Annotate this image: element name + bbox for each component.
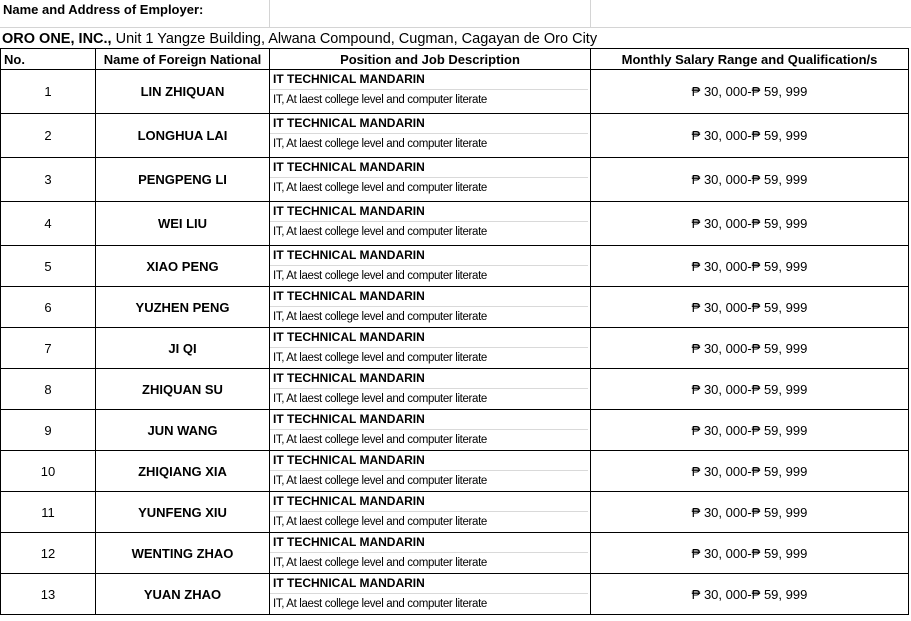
gridline (590, 0, 591, 27)
position-title: IT TECHNICAL MANDARIN (270, 246, 588, 266)
position-title: IT TECHNICAL MANDARIN (270, 451, 588, 471)
table-row (1, 533, 909, 574)
salary-range: ₱ 30, 000-₱ 59, 999 (591, 287, 909, 328)
row-number: 10 (1, 451, 96, 492)
position-cell (270, 410, 591, 451)
company-name: ORO ONE, INC., (2, 31, 112, 47)
position-title: IT TECHNICAL MANDARIN (270, 369, 588, 389)
position-cell (270, 369, 591, 410)
position-title: IT TECHNICAL MANDARIN (270, 287, 588, 307)
row-number: 4 (1, 202, 96, 246)
job-description: IT, At laest college level and computer literate (273, 138, 487, 150)
job-description: IT, At laest college level and computer literate (273, 182, 487, 194)
job-description: IT, At laest college level and computer literate (273, 270, 487, 282)
row-number: 11 (1, 492, 96, 533)
salary-range: ₱ 30, 000-₱ 59, 999 (591, 114, 909, 158)
job-description: IT, At laest college level and computer literate (273, 352, 487, 364)
job-description: IT, At laest college level and computer literate (273, 434, 487, 446)
position-cell (270, 158, 591, 202)
table-row (1, 246, 909, 287)
salary-range: ₱ 30, 000-₱ 59, 999 (591, 70, 909, 114)
table-row (1, 574, 909, 615)
table-row (1, 202, 909, 246)
position-cell (270, 70, 591, 114)
salary-range: ₱ 30, 000-₱ 59, 999 (591, 246, 909, 287)
job-description: IT, At laest college level and computer literate (273, 598, 487, 610)
table-header-row (1, 49, 909, 70)
foreign-national-name: ZHIQIANG XIA (96, 451, 270, 492)
employer-label: Name and Address of Employer: (3, 2, 204, 17)
job-description: IT, At laest college level and computer literate (273, 516, 487, 528)
row-number: 5 (1, 246, 96, 287)
salary-range: ₱ 30, 000-₱ 59, 999 (591, 492, 909, 533)
foreign-national-name: LIN ZHIQUAN (96, 70, 270, 114)
salary-range: ₱ 30, 000-₱ 59, 999 (591, 202, 909, 246)
position-cell (270, 533, 591, 574)
position-cell (270, 202, 591, 246)
foreign-national-name: WEI LIU (96, 202, 270, 246)
position-cell (270, 114, 591, 158)
salary-range: ₱ 30, 000-₱ 59, 999 (591, 328, 909, 369)
job-description: IT, At laest college level and computer literate (273, 226, 487, 238)
foreign-national-name: JUN WANG (96, 410, 270, 451)
header-position: Position and Job Description (270, 49, 591, 70)
row-number: 9 (1, 410, 96, 451)
employer-address-row (0, 28, 911, 49)
table-row (1, 70, 909, 114)
position-title: IT TECHNICAL MANDARIN (270, 574, 588, 594)
header-salary: Monthly Salary Range and Qualification/s (591, 49, 909, 70)
salary-range: ₱ 30, 000-₱ 59, 999 (591, 158, 909, 202)
table-row (1, 287, 909, 328)
position-title: IT TECHNICAL MANDARIN (270, 410, 588, 430)
position-title: IT TECHNICAL MANDARIN (270, 114, 588, 134)
job-description: IT, At laest college level and computer literate (273, 557, 487, 569)
foreign-national-name: XIAO PENG (96, 246, 270, 287)
foreign-national-name: LONGHUA LAI (96, 114, 270, 158)
position-cell (270, 574, 591, 615)
gridline (269, 0, 270, 27)
foreign-national-name: YUZHEN PENG (96, 287, 270, 328)
foreign-national-name: YUNFENG XIU (96, 492, 270, 533)
table-row (1, 114, 909, 158)
foreign-national-name: WENTING ZHAO (96, 533, 270, 574)
position-title: IT TECHNICAL MANDARIN (270, 328, 588, 348)
position-title: IT TECHNICAL MANDARIN (270, 492, 588, 512)
salary-range: ₱ 30, 000-₱ 59, 999 (591, 574, 909, 615)
row-number: 8 (1, 369, 96, 410)
foreign-nationals-table (0, 48, 909, 615)
foreign-national-name: YUAN ZHAO (96, 574, 270, 615)
table-row (1, 451, 909, 492)
job-description: IT, At laest college level and computer literate (273, 475, 487, 487)
employer-address (2, 30, 597, 48)
salary-range: ₱ 30, 000-₱ 59, 999 (591, 451, 909, 492)
position-cell (270, 328, 591, 369)
table-row (1, 328, 909, 369)
position-cell (270, 451, 591, 492)
position-title: IT TECHNICAL MANDARIN (270, 158, 588, 178)
foreign-national-name: ZHIQUAN SU (96, 369, 270, 410)
row-number: 6 (1, 287, 96, 328)
row-number: 1 (1, 70, 96, 114)
job-description: IT, At laest college level and computer literate (273, 94, 487, 106)
row-number: 13 (1, 574, 96, 615)
foreign-national-name: PENGPENG LI (96, 158, 270, 202)
employer-label-row (0, 0, 911, 28)
table-row (1, 158, 909, 202)
salary-range: ₱ 30, 000-₱ 59, 999 (591, 369, 909, 410)
header-name: Name of Foreign National (96, 49, 270, 70)
salary-range: ₱ 30, 000-₱ 59, 999 (591, 533, 909, 574)
position-title: IT TECHNICAL MANDARIN (270, 70, 588, 90)
row-number: 2 (1, 114, 96, 158)
position-cell (270, 492, 591, 533)
position-title: IT TECHNICAL MANDARIN (270, 202, 588, 222)
job-description: IT, At laest college level and computer literate (273, 311, 487, 323)
foreign-national-name: JI QI (96, 328, 270, 369)
job-description: IT, At laest college level and computer literate (273, 393, 487, 405)
row-number: 7 (1, 328, 96, 369)
table-row (1, 492, 909, 533)
row-number: 12 (1, 533, 96, 574)
row-number: 3 (1, 158, 96, 202)
header-no: No. (1, 49, 96, 70)
company-address: Unit 1 Yangze Building, Alwana Compound, Cugman, Cagayan de Oro City (111, 31, 598, 47)
position-title: IT TECHNICAL MANDARIN (270, 533, 588, 553)
salary-range: ₱ 30, 000-₱ 59, 999 (591, 410, 909, 451)
table-body (1, 70, 909, 615)
position-cell (270, 246, 591, 287)
position-cell (270, 287, 591, 328)
table-row (1, 410, 909, 451)
table-row (1, 369, 909, 410)
